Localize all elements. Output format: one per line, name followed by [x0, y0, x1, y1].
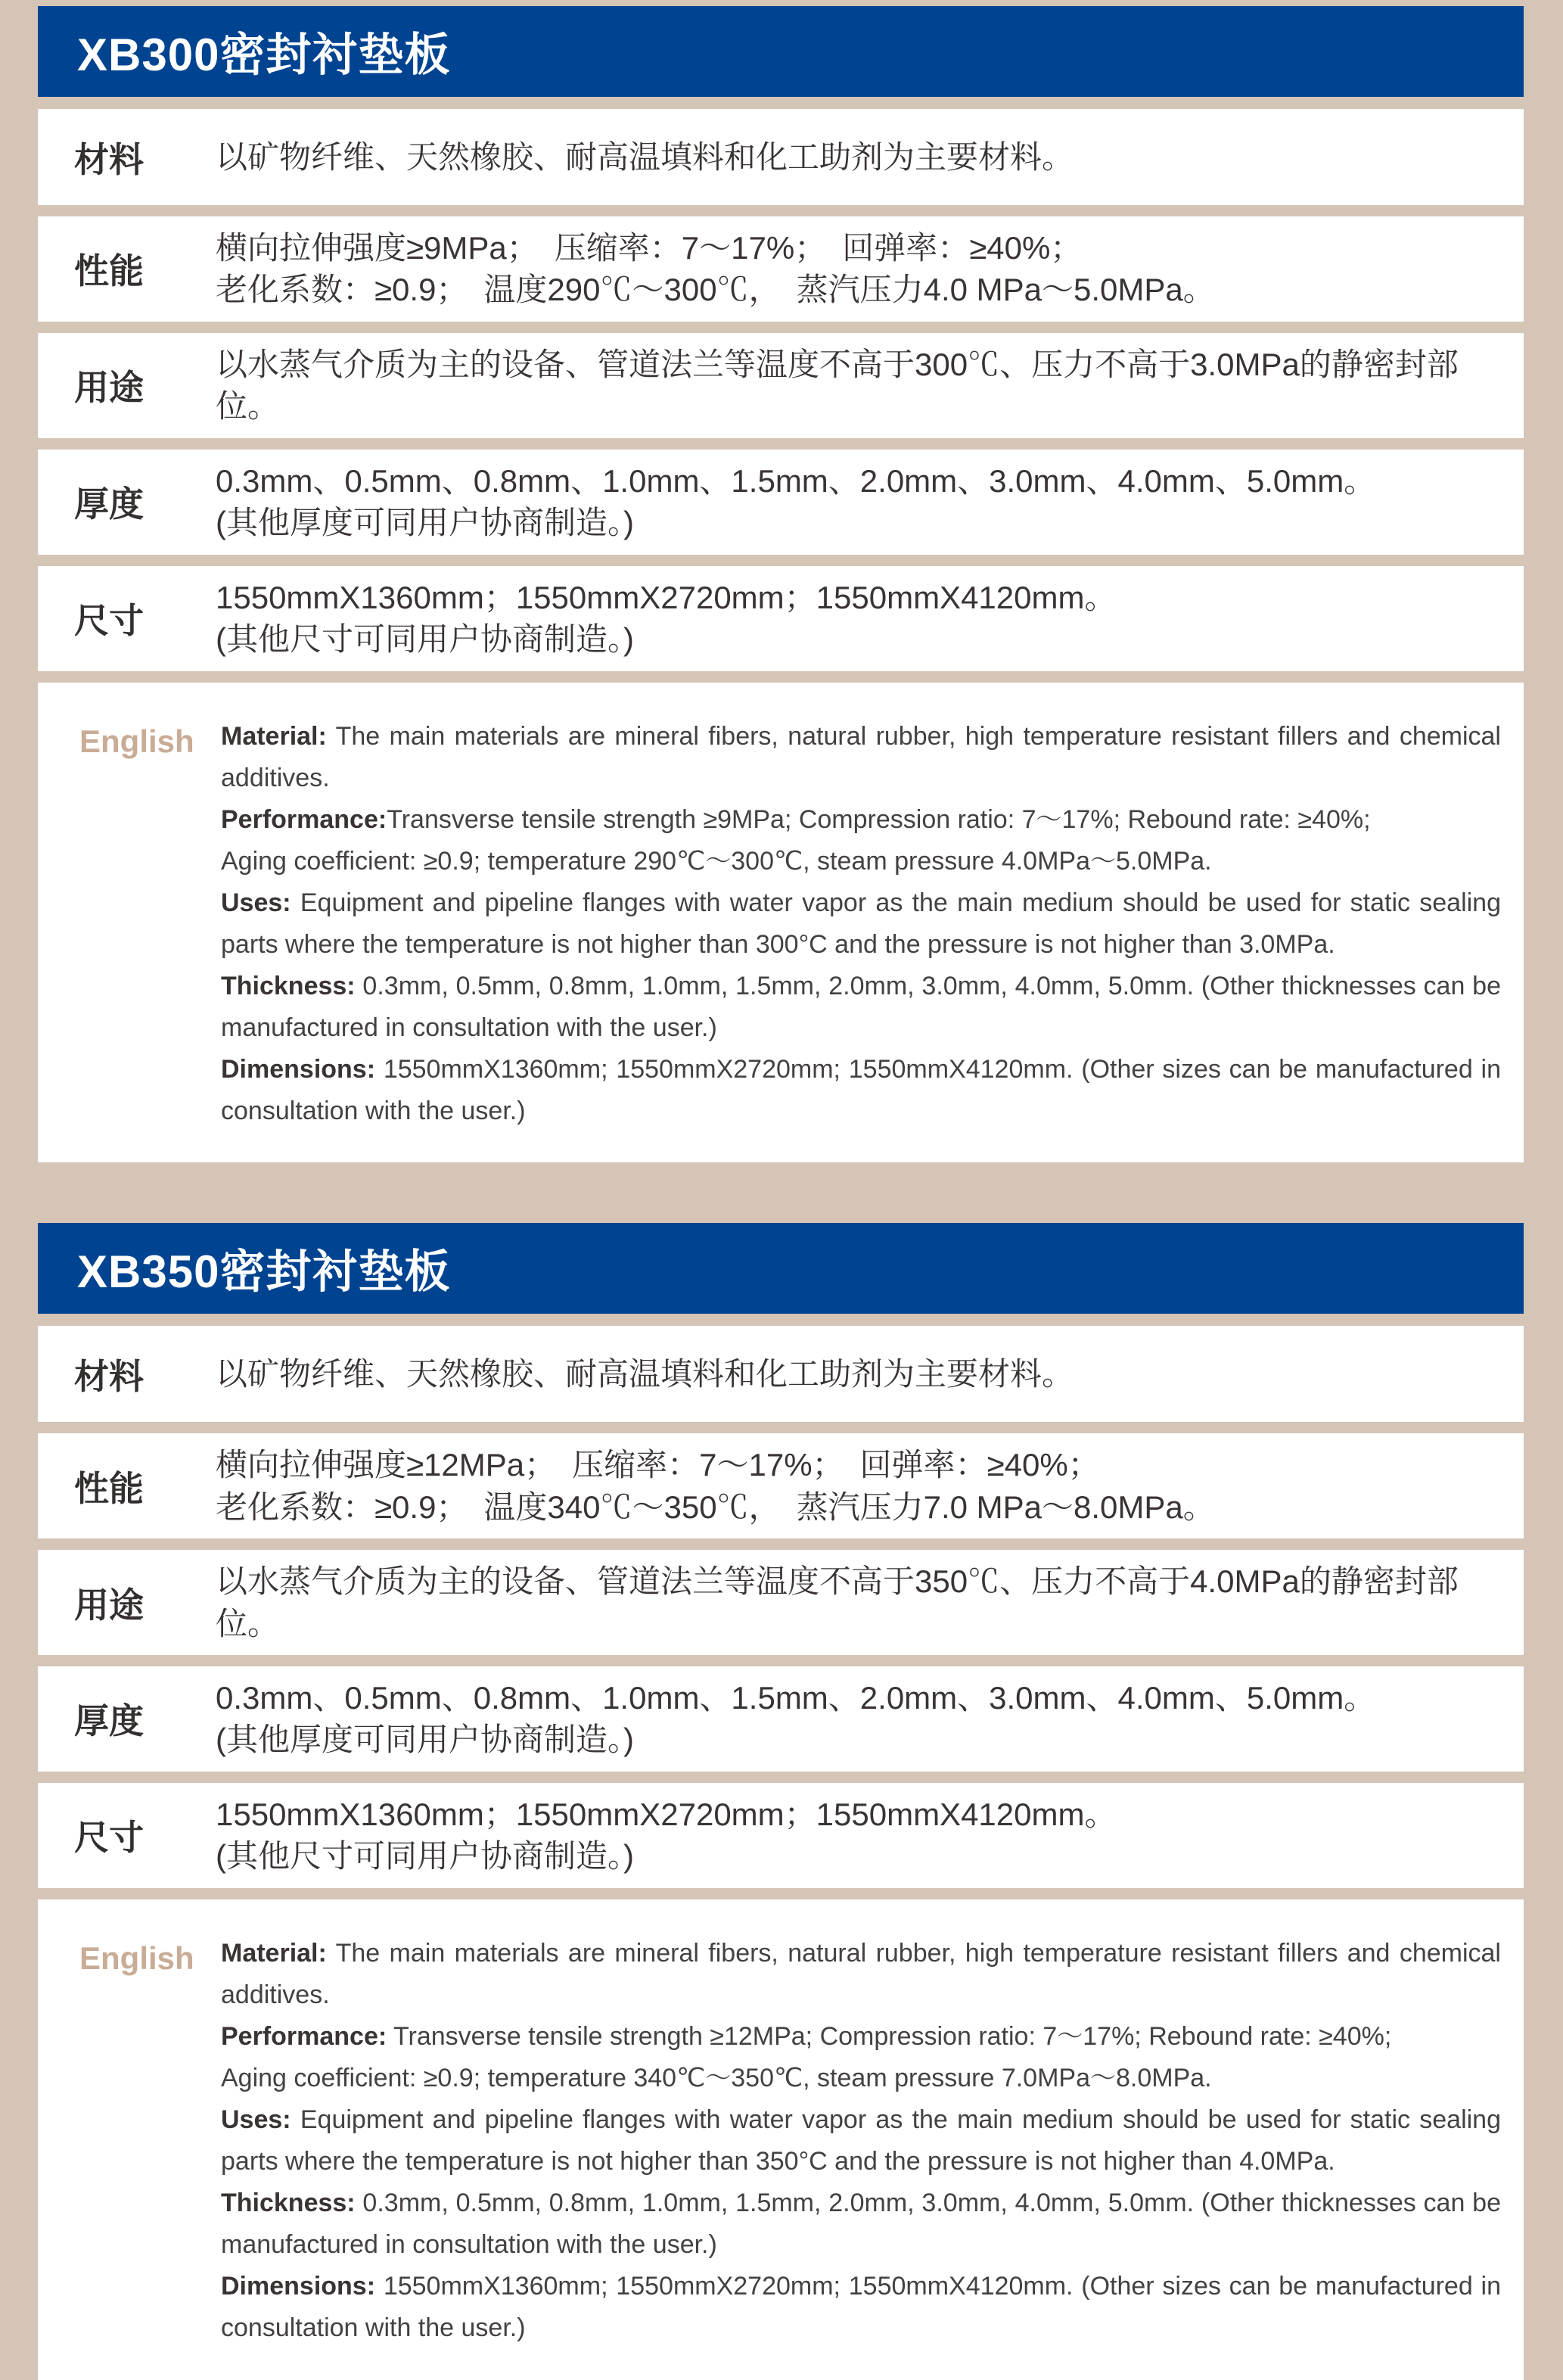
row-line: 1550mmX1360mm；1550mmX2720mm；1550mmX4120mm。 — [216, 579, 1117, 615]
row-line: (其他尺寸可同用户协商制造。) — [216, 621, 634, 658]
row-content — [216, 1794, 1493, 1878]
english-block — [38, 1899, 1524, 2380]
row-content — [216, 577, 1493, 661]
row-line: 以矿物纤维、天然橡胶、耐高温填料和化工助剂为主要材料。 — [216, 1356, 1074, 1392]
english-paragraph-text: 1550mmX1360mm; 1550mmX2720mm; 1550mmX4120mm. (Other sizes can be manufactured in consultation with the user.) — [221, 2272, 1501, 2343]
row-label: 用途 — [74, 368, 144, 408]
english-paragraph-text: Transverse tensile strength ≥9MPa; Compression ratio: 7～17%; Rebound rate: ≥40%; — [387, 804, 1371, 834]
row-line: 1550mmX1360mm；1550mmX2720mm；1550mmX4120mm。 — [216, 1796, 1117, 1832]
row-content — [216, 136, 1493, 178]
english-paragraph-lead: Material: — [221, 721, 327, 751]
section-title: XB350密封衬垫板 — [77, 1246, 451, 1298]
english-paragraph-text: 0.3mm, 0.5mm, 0.8mm, 1.0mm, 1.5mm, 2.0mm, 3.0mm, 4.0mm, 5.0mm. (Other thicknesses can be manufactured in consultation with the user.) — [221, 971, 1501, 1043]
english-paragraph-lead: Dimensions: — [221, 2272, 376, 2301]
english-paragraph-aging — [221, 2058, 1501, 2099]
row-label: 材料 — [74, 1356, 144, 1396]
row-line: (其他厚度可同用户协商制造。) — [216, 1722, 634, 1758]
table-row-thickness — [38, 450, 1524, 555]
english-text — [221, 716, 1501, 1133]
table-row-material — [38, 1326, 1524, 1422]
row-label: 厚度 — [74, 484, 144, 524]
table-row-dimensions — [38, 566, 1524, 671]
english-paragraph-uses — [221, 2099, 1501, 2182]
table-row-dimensions — [38, 1783, 1524, 1888]
row-content — [216, 1560, 1493, 1644]
english-text — [221, 1933, 1501, 2350]
english-paragraph-lead: Performance: — [221, 2021, 387, 2051]
section-header — [38, 1223, 1524, 1314]
english-paragraph-lead: Dimensions: — [221, 1055, 376, 1084]
row-label: 性能 — [74, 251, 144, 291]
row-label: 用途 — [74, 1585, 144, 1625]
row-label: 厚度 — [74, 1701, 144, 1741]
english-paragraph-text: The main materials are mineral fibers, natural rubber, high temperature resistant fillers and chemical additives. — [221, 721, 1501, 792]
english-paragraph-text: The main materials are mineral fibers, natural rubber, high temperature resistant fillers and chemical additives. — [221, 1938, 1501, 2009]
row-label: 性能 — [74, 1468, 144, 1508]
table-row-thickness — [38, 1666, 1524, 1772]
english-paragraph-performance — [221, 2016, 1501, 2058]
english-paragraph-uses — [221, 882, 1501, 966]
section-rows — [38, 109, 1524, 1162]
row-content — [216, 460, 1493, 544]
row-label: 尺寸 — [74, 601, 144, 641]
row-line: (其他尺寸可同用户协商制造。) — [216, 1838, 634, 1874]
section-header — [38, 6, 1524, 97]
english-paragraph-lead: Uses: — [221, 888, 291, 917]
row-content — [216, 1353, 1493, 1395]
row-line: 0.3mm、0.5mm、0.8mm、1.0mm、1.5mm、2.0mm、3.0mm、4.0mm、5.0mm。 — [216, 1680, 1376, 1716]
english-paragraph-dimensions — [221, 2266, 1501, 2349]
section-rows — [38, 1326, 1524, 2379]
table-row-material — [38, 109, 1524, 205]
table-row-uses — [38, 1550, 1524, 1655]
english-block — [38, 683, 1524, 1163]
row-line: 老化系数：≥0.9； 温度290℃～300℃， 蒸汽压力4.0 MPa～5.0MPa。 — [216, 272, 1215, 308]
english-paragraph-text: Aging coefficient: ≥0.9; temperature 290℃～300℃, steam pressure 4.0MPa～5.0MPa. — [221, 846, 1212, 876]
product-section-xb300 — [38, 6, 1524, 1162]
english-paragraph-lead: Thickness: — [221, 971, 356, 1000]
row-line: 横向拉伸强度≥9MPa； 压缩率：7～17%； 回弹率：≥40%； — [216, 230, 1083, 266]
row-line: 以水蒸气介质为主的设备、管道法兰等温度不高于350℃、压力不高于4.0MPa的静密封部位。 — [216, 1563, 1459, 1641]
row-line: (其他厚度可同用户协商制造。) — [216, 505, 634, 541]
product-section-xb350 — [38, 1223, 1524, 2379]
english-paragraph-dimensions — [221, 1049, 1501, 1132]
row-line: 横向拉伸强度≥12MPa； 压缩率：7～17%； 回弹率：≥40%； — [216, 1447, 1100, 1483]
section-title: XB300密封衬垫板 — [77, 30, 451, 80]
row-content — [216, 344, 1493, 428]
english-paragraph-text: Aging coefficient: ≥0.9; temperature 340℃～350℃, steam pressure 7.0MPa～8.0MPa. — [221, 2064, 1212, 2093]
row-line: 以矿物纤维、天然橡胶、耐高温填料和化工助剂为主要材料。 — [216, 138, 1074, 175]
english-paragraph-lead: Performance: — [221, 804, 387, 834]
english-paragraph-text: 0.3mm, 0.5mm, 0.8mm, 1.0mm, 1.5mm, 2.0mm, 3.0mm, 4.0mm, 5.0mm. (Other thicknesses can be manufactured in consultation with the user.) — [221, 2189, 1501, 2260]
row-line: 以水蒸气介质为主的设备、管道法兰等温度不高于300℃、压力不高于3.0MPa的静密封部位。 — [216, 346, 1459, 425]
row-content — [216, 227, 1493, 311]
english-paragraph-aging — [221, 841, 1501, 882]
english-paragraph-material — [221, 716, 1501, 799]
row-content — [216, 1677, 1493, 1761]
english-paragraph-lead: Material: — [221, 1938, 327, 1968]
english-paragraph-text: Equipment and pipeline flanges with water vapor as the main medium should be used for static sealing parts where the temperature is not higher than 300°C and the pressure is not higher than 3.0MPa. — [221, 888, 1501, 959]
english-paragraph-material — [221, 1933, 1501, 2016]
english-paragraph-thickness — [221, 2182, 1501, 2266]
english-paragraph-text: Transverse tensile strength ≥12MPa; Compression ratio: 7～17%; Rebound rate: ≥40%; — [387, 2021, 1392, 2051]
english-label: English — [79, 1940, 194, 1976]
table-row-performance — [38, 1433, 1524, 1538]
row-label: 尺寸 — [74, 1818, 144, 1858]
english-paragraph-text: 1550mmX1360mm; 1550mmX2720mm; 1550mmX4120mm. (Other sizes can be manufactured in consultation with the user.) — [221, 1055, 1501, 1126]
english-label: English — [79, 723, 194, 759]
row-line: 0.3mm、0.5mm、0.8mm、1.0mm、1.5mm、2.0mm、3.0mm、4.0mm、5.0mm。 — [216, 462, 1376, 499]
table-row-performance — [38, 216, 1524, 322]
english-paragraph-performance — [221, 799, 1501, 841]
english-paragraph-lead: Thickness: — [221, 2189, 356, 2218]
english-paragraph-thickness — [221, 966, 1501, 1049]
english-paragraph-text: Equipment and pipeline flanges with water vapor as the main medium should be used for static sealing parts where the temperature is not higher than 350°C and the pressure is not higher than 4.0MPa. — [221, 2105, 1501, 2176]
row-label: 材料 — [74, 139, 144, 179]
row-line: 老化系数：≥0.9； 温度340℃～350℃， 蒸汽压力7.0 MPa～8.0MPa。 — [216, 1489, 1215, 1525]
table-row-uses — [38, 333, 1524, 438]
row-content — [216, 1444, 1493, 1528]
english-paragraph-lead: Uses: — [221, 2105, 291, 2135]
